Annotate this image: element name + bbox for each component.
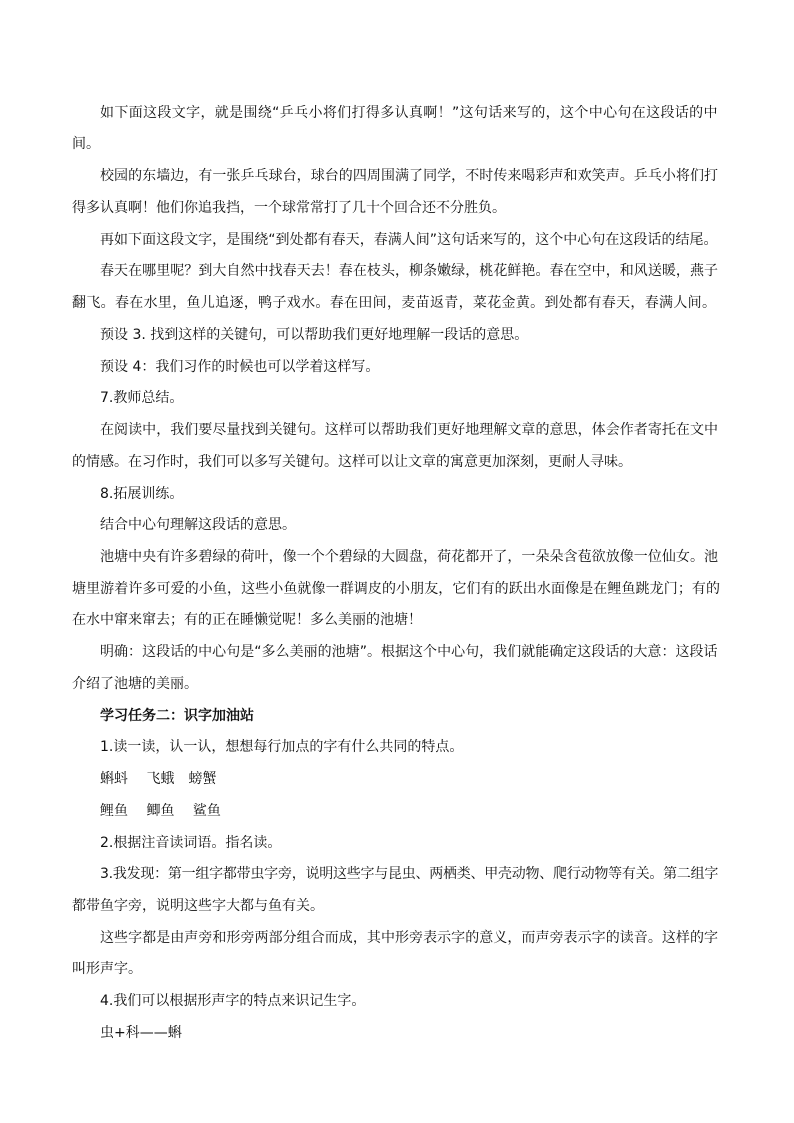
section-heading: 7.教师总结。 xyxy=(100,390,184,406)
paragraph-line: 预设 4：我们习作的时候也可以学着这样写。 xyxy=(100,359,380,375)
paragraph-line: 介绍了池塘的美丽。 xyxy=(72,676,198,692)
paragraph-line: 再如下面这段文字，是围绕“到处都有春天，春满人间”这句话来写的，这个中心句在这段话的结尾。 xyxy=(100,232,718,248)
paragraph-line: 这些字都是由声旁和形旁两部分组合而成，其中形旁表示字的意义，而声旁表示字的读音。这样的字 xyxy=(100,930,719,946)
paragraph-line: 1.读一读，认一认，想想每行加点的字有什么共同的特点。 xyxy=(100,739,464,755)
paragraph-line: 都带鱼字旁，说明这些字大都与鱼有关。 xyxy=(72,898,324,914)
paragraph-line: 3.我发现：第一组字都带虫字旁，说明这些字与昆虫、两栖类、甲壳动物、爬行动物等有关。第二组字 xyxy=(100,866,719,882)
paragraph-line: 预设 3. 找到这样的关键句，可以帮助我们更好地理解一段话的意思。 xyxy=(100,327,529,343)
word-row: 蝌蚪 飞蛾 螃蟹 xyxy=(100,771,217,787)
paragraph-line: 明确：这段话的中心句是“多么美丽的池塘”。根据这个中心句，我们就能确定这段话的大意：这段话 xyxy=(100,644,718,660)
paragraph-line: 池塘中央有许多碧绿的荷叶，像一个个碧绿的大圆盘，荷花都开了，一朵朵含苞欲放像一位仙女。池 xyxy=(100,549,719,565)
paragraph-line: 在水中窜来窜去；有的正在睡懒觉呢！多么美丽的池塘！ xyxy=(72,612,422,628)
word-row: 鲤鱼 鲫鱼 鲨鱼 xyxy=(100,803,221,819)
paragraph-line: 结合中心句理解这段话的意思。 xyxy=(100,517,296,533)
paragraph-line: 得多认真啊！他们你追我挡，一个球常常打了几十个回合还不分胜负。 xyxy=(72,200,506,216)
task-heading: 学习任务二：识字加油站 xyxy=(100,708,254,724)
section-heading: 8.拓展训练。 xyxy=(100,486,184,502)
paragraph-line: 叫形声字。 xyxy=(72,961,142,977)
paragraph-line: 校园的东墙边，有一张乒乓球台，球台的四周围满了同学，不时传来喝彩声和欢笑声。乒乓小将们打 xyxy=(100,168,719,184)
paragraph-line: 在阅读中，我们要尽量找到关键句。这样可以帮助我们更好地理解文章的意思，体会作者寄托在文中 xyxy=(100,422,719,438)
paragraph-line: 如下面这段文字，就是围绕“乒乓小将们打得多认真啊！”这句话来写的，这个中心句在这段话的中 xyxy=(100,105,718,121)
paragraph-line: 4.我们可以根据形声字的特点来识记生字。 xyxy=(100,993,366,1009)
paragraph-line: 间。 xyxy=(72,136,100,152)
paragraph-line: 春天在哪里呢？到大自然中找春天去！春在枝头，柳条嫩绿，桃花鲜艳。春在空中，和风送暖，燕子 xyxy=(100,263,719,279)
paragraph-line: 的情感。在习作时，我们可以多写关键句。这样可以让文章的寓意更加深刻，更耐人寻味。 xyxy=(72,454,632,470)
paragraph-line: 翻飞。春在水里，鱼儿追逐，鸭子戏水。春在田间，麦苗返青，菜花金黄。到处都有春天，春满人间。 xyxy=(72,295,717,311)
paragraph-line: 塘里游着许多可爱的小鱼，这些小鱼就像一群调皮的小朋友，它们有的跃出水面像是在鲤鱼跳龙门；有的 xyxy=(72,581,721,597)
formula-line: 虫+科——蝌 xyxy=(100,1025,182,1041)
paragraph-line: 2.根据注音读词语。指名读。 xyxy=(100,835,282,851)
